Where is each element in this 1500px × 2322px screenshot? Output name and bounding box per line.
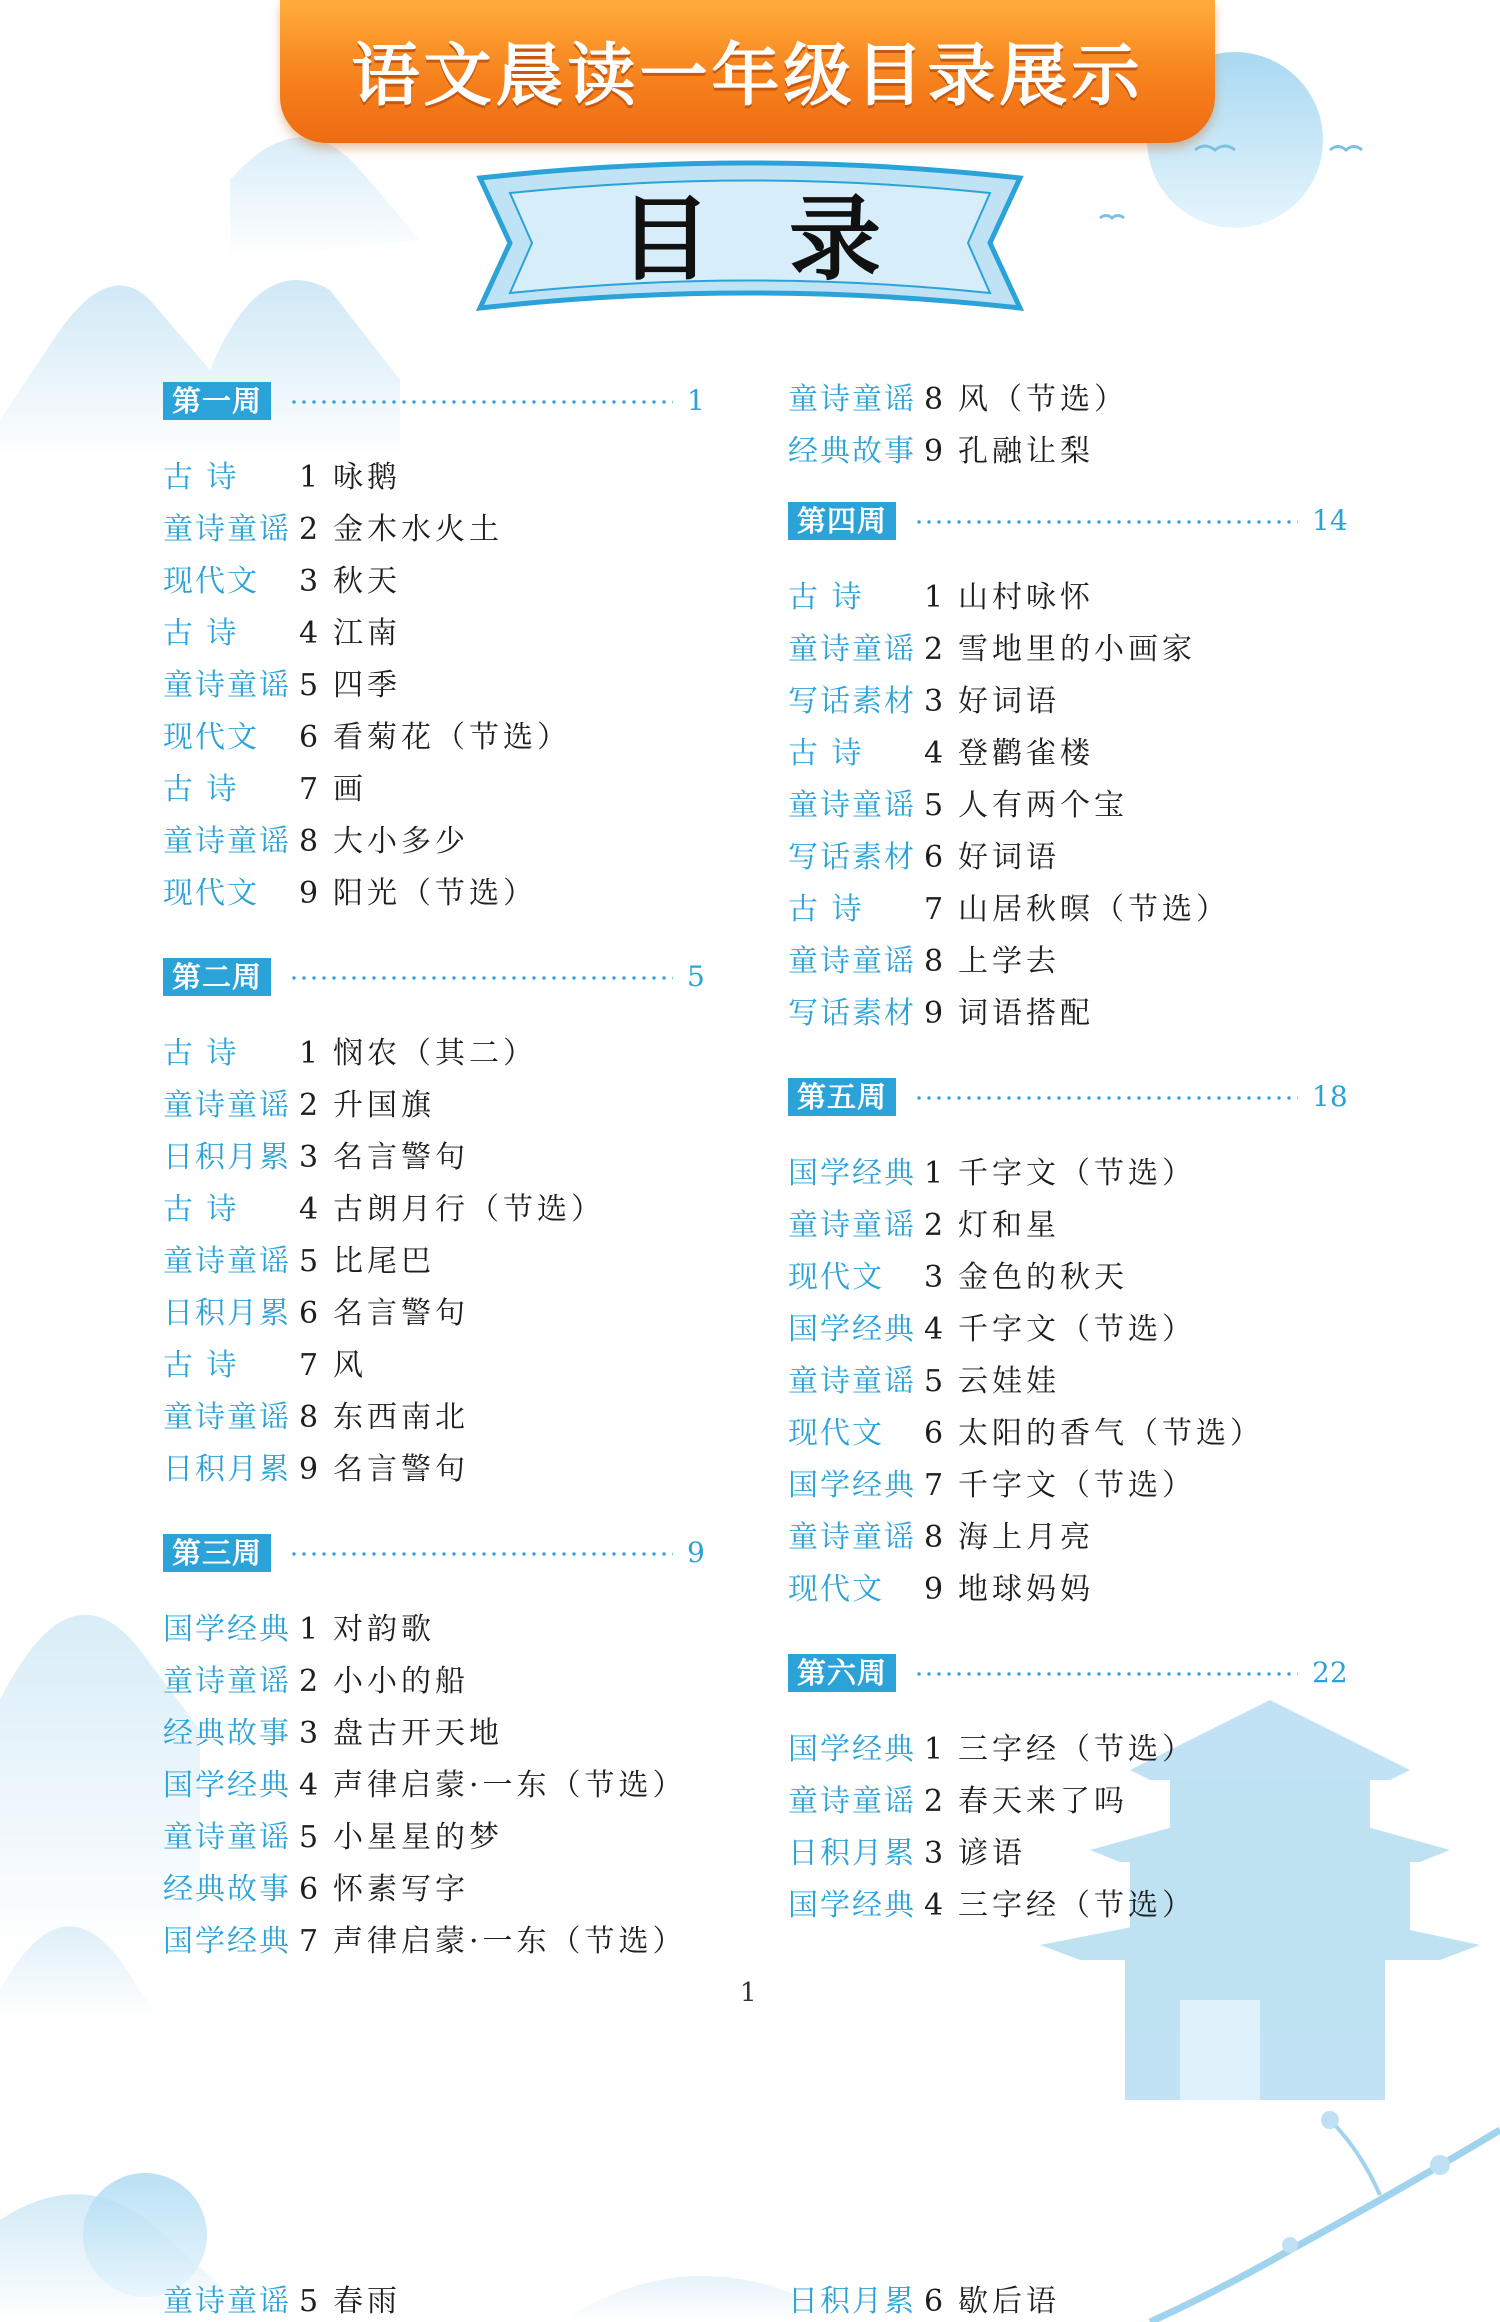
entry-category: 童诗童谣 [163, 2284, 291, 2319]
entry-category: 古 诗 [163, 616, 239, 651]
entry-category: 童诗童谣 [788, 788, 916, 823]
entry-number: 5 [299, 1820, 319, 1855]
week-heading[interactable] [163, 956, 723, 1000]
dotted-leader [289, 976, 673, 980]
next-page-preview-left [163, 2282, 723, 2322]
entry-category: 经典故事 [163, 1872, 291, 1907]
entry-title: 名言警句 [333, 1452, 469, 1487]
entry-title: 海上月亮 [958, 1520, 1094, 1555]
entry-title: 登鹳雀楼 [958, 736, 1094, 771]
entry-number: 5 [299, 2284, 319, 2319]
entry-number: 9 [924, 434, 944, 469]
entry-title: 灯和星 [958, 1208, 1060, 1243]
entry-number: 4 [299, 1768, 319, 1803]
entry-category: 国学经典 [788, 1468, 916, 1503]
entry-category: 日积月累 [163, 1140, 291, 1175]
entry-title: 春雨 [333, 2284, 401, 2319]
entry-title: 名言警句 [333, 1140, 469, 1175]
entry-title: 云娃娃 [958, 1364, 1060, 1399]
entry-title: 大小多少 [333, 824, 469, 859]
entry-number: 6 [299, 1872, 319, 1907]
entry-title: 山村咏怀 [958, 580, 1094, 615]
entry-title: 山居秋暝（节选） [958, 892, 1230, 927]
entry-number: 7 [924, 892, 944, 927]
entry-number: 1 [924, 580, 944, 615]
entry-category: 国学经典 [163, 1768, 291, 1803]
entry-title: 东西南北 [333, 1400, 469, 1435]
contents-title-scroll [470, 148, 1030, 338]
entry-title: 盘古开天地 [333, 1716, 503, 1751]
week-label-badge: 第二周 [163, 958, 271, 996]
entry-category: 童诗童谣 [788, 632, 916, 667]
entry-title: 江南 [333, 616, 401, 651]
entry-category: 古 诗 [163, 1348, 239, 1383]
entry-category: 古 诗 [163, 1036, 239, 1071]
toc-left-column [163, 380, 723, 1980]
entry-number: 4 [924, 1312, 944, 1347]
dotted-leader [914, 1096, 1298, 1100]
entry-number: 5 [299, 668, 319, 703]
entry-title: 小小的船 [333, 1664, 469, 1699]
header-banner [280, 0, 1215, 143]
entry-title: 雪地里的小画家 [958, 632, 1196, 667]
entry-number: 8 [924, 944, 944, 979]
entry-title: 名言警句 [333, 1296, 469, 1331]
entry-category: 现代文 [163, 720, 259, 755]
entry-number: 9 [924, 996, 944, 1031]
entry-title: 千字文（节选） [958, 1312, 1196, 1347]
entry-title: 风（节选） [958, 382, 1128, 417]
entry-category: 国学经典 [788, 1156, 916, 1191]
entry-number: 1 [299, 460, 319, 495]
entry-category: 现代文 [163, 564, 259, 599]
entry-category: 古 诗 [163, 1192, 239, 1227]
week-heading[interactable] [163, 1532, 723, 1576]
entry-number: 9 [299, 876, 319, 911]
page-number: 1 [740, 1978, 757, 2008]
entry-title: 悯农（其二） [333, 1036, 537, 1071]
entry-number: 3 [299, 1140, 319, 1175]
entry-number: 7 [299, 1348, 319, 1383]
entry-category: 童诗童谣 [163, 512, 291, 547]
entry-number: 8 [299, 1400, 319, 1435]
entry-number: 6 [299, 720, 319, 755]
entry-category: 写话素材 [788, 840, 916, 875]
entry-category: 童诗童谣 [163, 668, 291, 703]
entry-number: 2 [299, 1088, 319, 1123]
entry-number: 8 [924, 382, 944, 417]
entry-number: 8 [299, 824, 319, 859]
entry-category: 童诗童谣 [163, 1664, 291, 1699]
entry-number: 1 [299, 1036, 319, 1071]
week-heading[interactable] [788, 500, 1348, 544]
entry-number: 2 [299, 1664, 319, 1699]
entry-number: 3 [924, 684, 944, 719]
entry-category: 现代文 [788, 1260, 884, 1295]
entry-number: 1 [924, 1156, 944, 1191]
week-page-number: 5 [687, 960, 705, 993]
entry-title: 千字文（节选） [958, 1468, 1196, 1503]
entry-number: 6 [299, 1296, 319, 1331]
entry-title: 声律启蒙·一东（节选） [333, 1924, 687, 1959]
week-label-badge: 第四周 [788, 502, 896, 540]
week-page-number: 22 [1312, 1656, 1348, 1689]
entry-number: 4 [299, 1192, 319, 1227]
entry-category: 国学经典 [788, 1312, 916, 1347]
entry-title: 歇后语 [958, 2284, 1060, 2319]
entry-title: 上学去 [958, 944, 1060, 979]
entry-category: 古 诗 [788, 892, 864, 927]
entry-title: 太阳的香气（节选） [958, 1416, 1264, 1451]
entry-title: 小星星的梦 [333, 1820, 503, 1855]
week-heading[interactable] [163, 380, 723, 424]
entry-title: 谚语 [958, 1836, 1026, 1871]
entry-title: 看菊花（节选） [333, 720, 571, 755]
entry-title: 咏鹅 [333, 460, 401, 495]
entry-number: 2 [924, 1208, 944, 1243]
entry-category: 童诗童谣 [788, 944, 916, 979]
entry-category: 现代文 [163, 876, 259, 911]
next-page-preview-right [788, 2282, 1348, 2322]
entry-number: 4 [924, 1888, 944, 1923]
entry-title: 词语搭配 [958, 996, 1094, 1031]
entry-number: 6 [924, 840, 944, 875]
entry-category: 古 诗 [788, 580, 864, 615]
entry-number: 8 [924, 1520, 944, 1555]
entry-number: 1 [924, 1732, 944, 1767]
entry-number: 1 [299, 1612, 319, 1647]
entry-category: 童诗童谣 [163, 1244, 291, 1279]
banner-title: 语文晨读一年级目录展示 [351, 37, 1144, 116]
entry-title: 四季 [333, 668, 401, 703]
entry-number: 5 [924, 788, 944, 823]
entry-title: 对韵歌 [333, 1612, 435, 1647]
entry-category: 童诗童谣 [788, 1208, 916, 1243]
entry-category: 古 诗 [788, 736, 864, 771]
toc-right-column [788, 380, 1348, 1980]
entry-title: 三字经（节选） [958, 1732, 1196, 1767]
entry-title: 画 [333, 772, 367, 807]
entry-title: 阳光（节选） [333, 876, 537, 911]
week-label-badge: 第五周 [788, 1078, 896, 1116]
entry-title: 好词语 [958, 840, 1060, 875]
entry-number: 7 [299, 772, 319, 807]
entry-number: 6 [924, 1416, 944, 1451]
entry-category: 经典故事 [788, 434, 916, 469]
entry-number: 4 [924, 736, 944, 771]
entry-number: 3 [924, 1836, 944, 1871]
dotted-leader [914, 520, 1298, 524]
week-heading[interactable] [788, 1076, 1348, 1120]
entry-category: 现代文 [788, 1416, 884, 1451]
week-page-number: 18 [1312, 1080, 1348, 1113]
entry-number: 5 [299, 1244, 319, 1279]
entry-number: 9 [924, 1572, 944, 1607]
entry-title: 春天来了吗 [958, 1784, 1128, 1819]
entry-category: 日积月累 [163, 1452, 291, 1487]
entry-title: 千字文（节选） [958, 1156, 1196, 1191]
entry-category: 童诗童谣 [788, 1784, 916, 1819]
entry-category: 童诗童谣 [163, 1820, 291, 1855]
entry-number: 3 [299, 564, 319, 599]
entry-category: 童诗童谣 [788, 1520, 916, 1555]
entry-number: 2 [924, 1784, 944, 1819]
entry-number: 6 [924, 2284, 944, 2319]
entry-title: 风 [333, 1348, 367, 1383]
entry-title: 好词语 [958, 684, 1060, 719]
contents-title: 目录 [618, 185, 959, 293]
entry-category: 经典故事 [163, 1716, 291, 1751]
week-label-badge: 第一周 [163, 382, 271, 420]
entry-category: 古 诗 [163, 772, 239, 807]
entry-number: 3 [924, 1260, 944, 1295]
entry-title: 地球妈妈 [958, 1572, 1094, 1607]
entry-category: 国学经典 [163, 1612, 291, 1647]
dotted-leader [289, 1552, 673, 1556]
entry-category: 童诗童谣 [163, 824, 291, 859]
dotted-leader [914, 1672, 1298, 1676]
entry-category: 国学经典 [788, 1732, 916, 1767]
entry-title: 怀素写字 [333, 1872, 469, 1907]
entry-title: 比尾巴 [333, 1244, 435, 1279]
entry-number: 5 [924, 1364, 944, 1399]
entry-title: 人有两个宝 [958, 788, 1128, 823]
week-heading[interactable] [788, 1652, 1348, 1696]
week-page-number: 1 [687, 384, 705, 417]
dotted-leader [289, 400, 673, 404]
entry-title: 升国旗 [333, 1088, 435, 1123]
entry-title: 三字经（节选） [958, 1888, 1196, 1923]
entry-category: 写话素材 [788, 996, 916, 1031]
entry-category: 童诗童谣 [163, 1088, 291, 1123]
entry-title: 孔融让梨 [958, 434, 1094, 469]
entry-category: 国学经典 [788, 1888, 916, 1923]
entry-category: 童诗童谣 [788, 382, 916, 417]
entry-number: 7 [299, 1924, 319, 1959]
entry-category: 日积月累 [788, 2284, 916, 2319]
entry-category: 现代文 [788, 1572, 884, 1607]
entry-number: 3 [299, 1716, 319, 1751]
entry-category: 日积月累 [163, 1296, 291, 1331]
entry-category: 国学经典 [163, 1924, 291, 1959]
entry-category: 日积月累 [788, 1836, 916, 1871]
entry-category: 童诗童谣 [163, 1400, 291, 1435]
entry-title: 古朗月行（节选） [333, 1192, 605, 1227]
week-label-badge: 第三周 [163, 1534, 271, 1572]
entry-title: 金色的秋天 [958, 1260, 1128, 1295]
week-page-number: 9 [687, 1536, 705, 1569]
entry-title: 金木水火土 [333, 512, 503, 547]
entry-number: 2 [924, 632, 944, 667]
week-page-number: 14 [1312, 504, 1348, 537]
entry-number: 2 [299, 512, 319, 547]
entry-category: 童诗童谣 [788, 1364, 916, 1399]
entry-title: 秋天 [333, 564, 401, 599]
entry-number: 7 [924, 1468, 944, 1503]
entry-number: 4 [299, 616, 319, 651]
week-label-badge: 第六周 [788, 1654, 896, 1692]
entry-category: 古 诗 [163, 460, 239, 495]
entry-number: 9 [299, 1452, 319, 1487]
entry-category: 写话素材 [788, 684, 916, 719]
entry-title: 声律启蒙·一东（节选） [333, 1768, 687, 1803]
